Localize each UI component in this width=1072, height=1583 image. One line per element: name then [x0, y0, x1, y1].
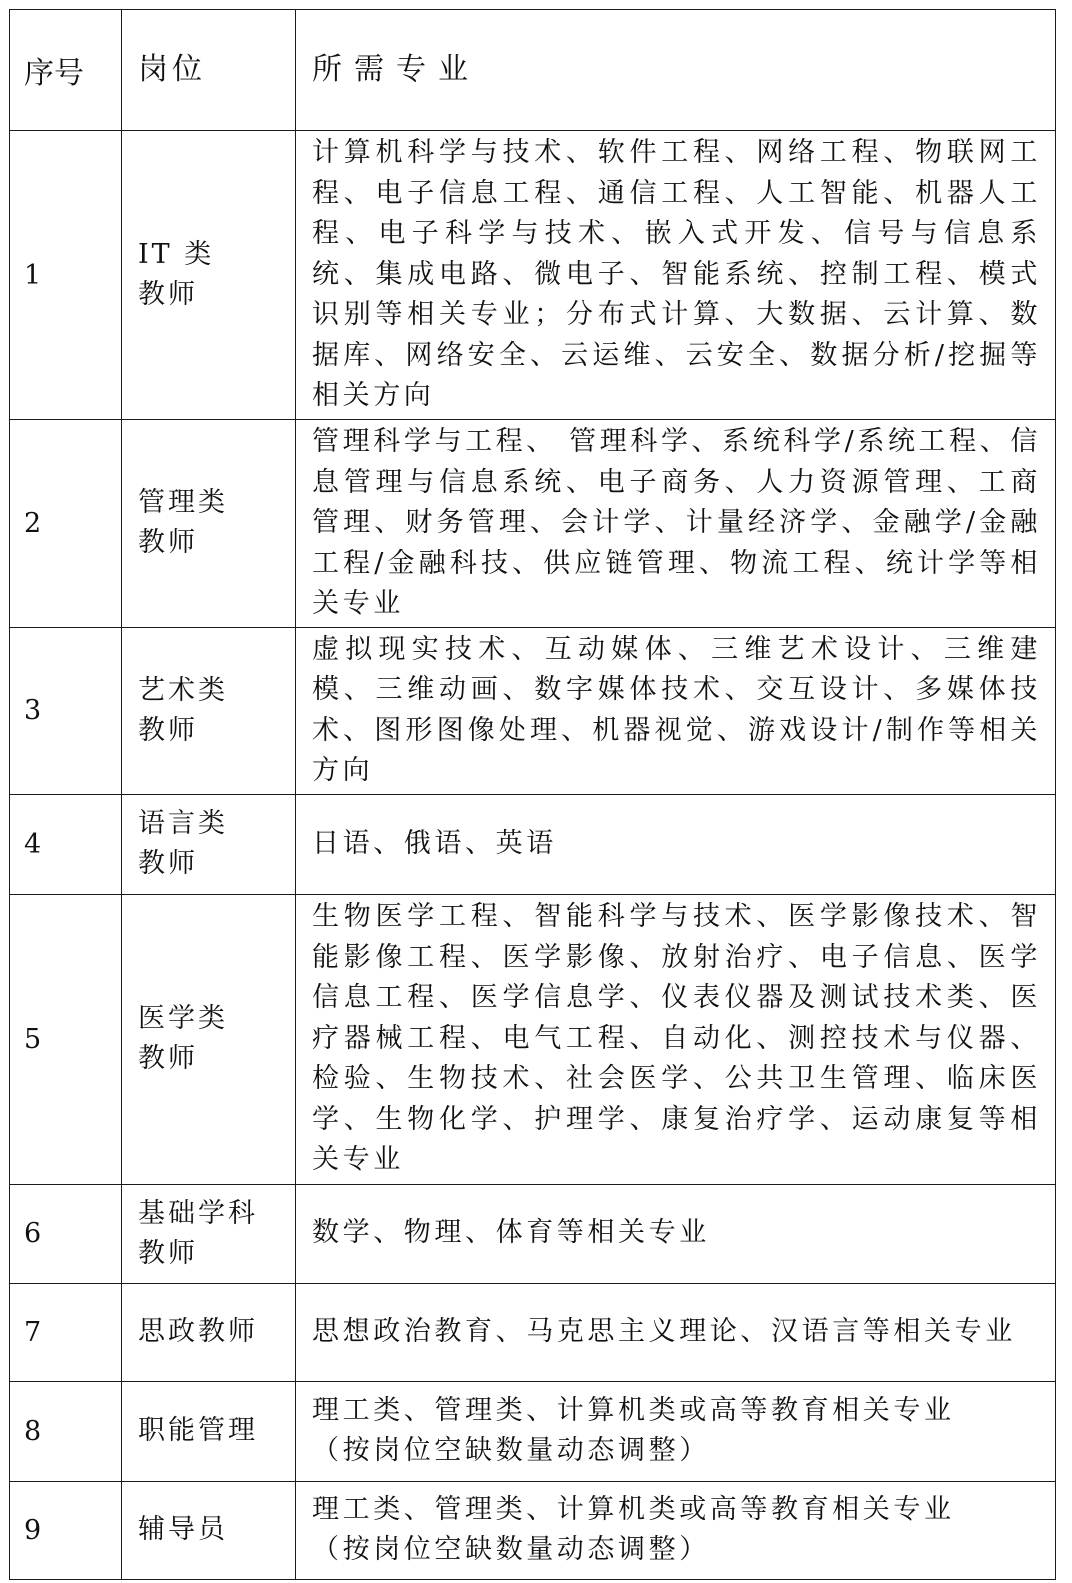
- header-position: 岗位: [122, 10, 296, 131]
- table-row: [10, 420, 1056, 628]
- table-row: [10, 1381, 1056, 1481]
- position-line: 医学类: [138, 1003, 228, 1034]
- vacancy-note: （按岗位空缺数量动态调整）: [312, 1534, 710, 1565]
- position-line: 职能管理: [138, 1415, 258, 1446]
- row-position: [122, 794, 296, 894]
- table-row: [10, 131, 1056, 420]
- row-position: [122, 1184, 296, 1283]
- position-line: 教师: [138, 1043, 198, 1074]
- row-number: 5: [10, 894, 122, 1184]
- row-position: [122, 1381, 296, 1481]
- row-majors: 计算机科学与技术、软件工程、网络工程、物联网工程、电子信息工程、通信工程、人工智能、机器人工程、电子科学与技术、嵌入式开发、信号与信息系统、集成电路、微电子、智能系统、控制工程、模式识别等相关专业；分布式计算、大数据、云计算、数据库、网络安全、云运维、云安全、数据分析/挖掘等相关方向: [296, 131, 1056, 420]
- row-majors: 管理科学与工程、 管理科学、系统科学/系统工程、信息管理与信息系统、电子商务、人力资源管理、工商管理、财务管理、会计学、计量经济学、金融学/金融工程/金融科技、供应链管理、物流工程、统计学等相关专业: [296, 420, 1056, 628]
- row-position: [122, 420, 296, 628]
- vacancy-note: （按岗位空缺数量动态调整）: [312, 1435, 710, 1466]
- row-majors: 生物医学工程、智能科学与技术、医学影像技术、智能影像工程、医学影像、放射治疗、电子信息、医学信息工程、医学信息学、仪表仪器及测试技术类、医疗器械工程、电气工程、自动化、测控技术与仪器、检验、生物技术、社会医学、公共卫生管理、临床医学、生物化学、护理学、康复治疗学、运动康复等相关专业: [296, 894, 1056, 1184]
- table-row: [10, 894, 1056, 1184]
- row-number: 7: [10, 1283, 122, 1381]
- position-line: IT 类: [138, 239, 215, 270]
- header-number: 序号: [10, 10, 122, 131]
- position-line: 教师: [138, 527, 198, 559]
- row-majors: 虚拟现实技术、互动媒体、三维艺术设计、三维建模、三维动画、数字媒体技术、交互设计、多媒体技术、图形图像处理、机器视觉、游戏设计/制作等相关方向: [296, 627, 1056, 794]
- majors-table: [9, 9, 1056, 1580]
- position-line: 思政教师: [138, 1316, 258, 1347]
- position-line: 基础学科: [138, 1197, 258, 1229]
- header-row: [10, 10, 1056, 131]
- position-line: 教师: [138, 848, 198, 879]
- row-number: 1: [10, 131, 122, 420]
- position-line: 语言类: [138, 808, 228, 839]
- row-position: [122, 627, 296, 794]
- position-line: 管理类: [138, 487, 228, 519]
- position-line: 教师: [138, 714, 198, 746]
- row-majors: 数学、物理、体育等相关专业: [296, 1184, 1056, 1283]
- table-row: [10, 1481, 1056, 1579]
- row-position: [122, 1283, 296, 1381]
- row-number: 8: [10, 1381, 122, 1481]
- row-majors: [296, 1381, 1056, 1481]
- row-position: [122, 131, 296, 420]
- row-majors: 日语、俄语、英语: [296, 794, 1056, 894]
- header-majors: 所需专业: [296, 10, 1056, 131]
- row-position: [122, 1481, 296, 1579]
- row-position: [122, 894, 296, 1184]
- majors-text: 理工类、管理类、计算机类或高等教育相关专业: [312, 1493, 955, 1525]
- row-number: 6: [10, 1184, 122, 1283]
- row-majors: [296, 1481, 1056, 1579]
- row-majors: 思想政治教育、马克思主义理论、汉语言等相关专业: [296, 1283, 1056, 1381]
- majors-text: 理工类、管理类、计算机类或高等教育相关专业: [312, 1394, 955, 1426]
- position-line: 辅导员: [138, 1514, 228, 1545]
- position-line: 教师: [138, 279, 198, 310]
- table-row: [10, 794, 1056, 894]
- row-number: 9: [10, 1481, 122, 1579]
- table-row: [10, 1283, 1056, 1381]
- row-number: 4: [10, 794, 122, 894]
- table-row: [10, 627, 1056, 794]
- row-number: 2: [10, 420, 122, 628]
- row-number: 3: [10, 627, 122, 794]
- position-line: 艺术类: [138, 674, 228, 706]
- position-line: 教师: [138, 1237, 198, 1269]
- table-row: [10, 1184, 1056, 1283]
